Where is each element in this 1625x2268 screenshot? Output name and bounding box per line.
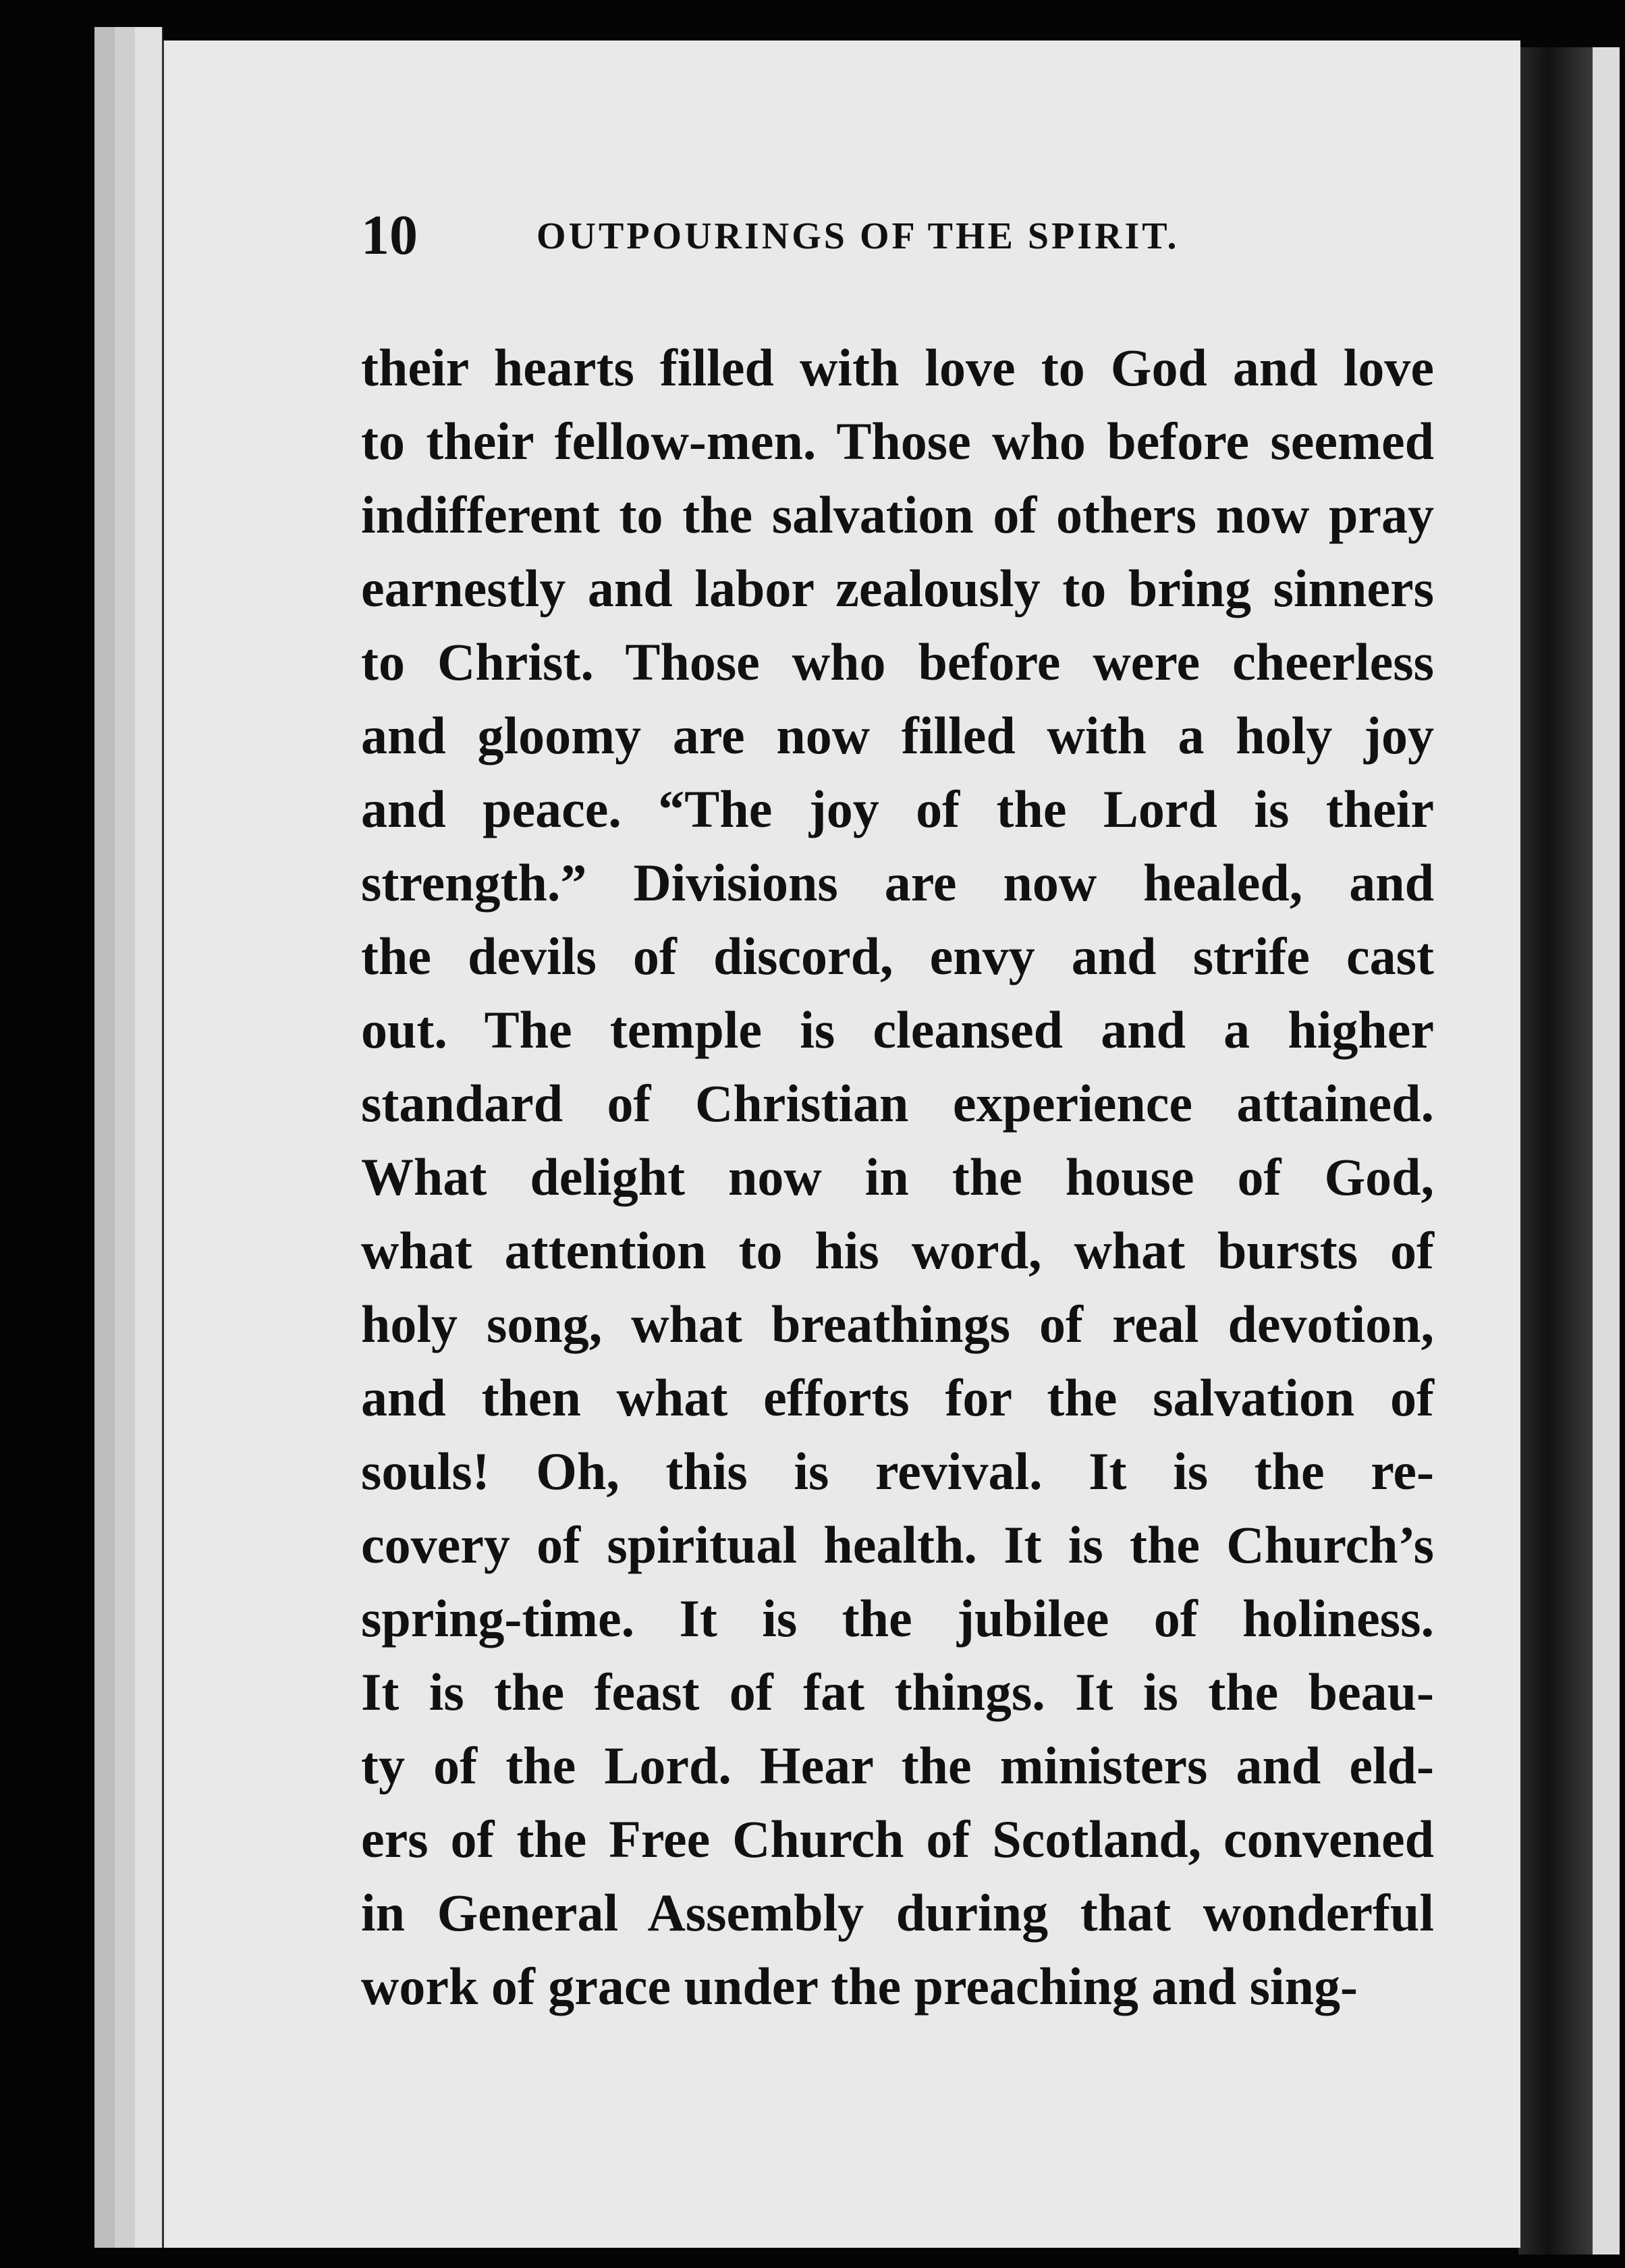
body-text [361,331,1434,2023]
text-line: and then what efforts for the salvation of [361,1368,1434,1427]
text-line: spring-time. It is the jubilee of holiness. [361,1589,1434,1648]
text-line: strength.” Divisions are now healed, and [361,853,1434,912]
text-line: indifferent to the salvation of others now pray [361,485,1434,544]
page-edge [135,27,163,2248]
facing-page-edge [1593,47,1620,2254]
text-line: work of grace under the preaching and sing- [361,1957,1358,2016]
binding-shadow [1518,47,1593,2254]
text-line: to their fellow-men. Those who before seemed [361,412,1434,470]
text-line: to Christ. Those who before were cheerless [361,632,1434,691]
page-edge [94,27,116,2248]
page-edge [115,27,136,2248]
text-line: holy song, what breathings of real devotion, [361,1295,1434,1353]
page-number: 10 [361,204,418,267]
text-line: earnestly and labor zealously to bring sinners [361,559,1434,618]
text-line: It is the feast of fat things. It is the beau- [361,1663,1434,1721]
text-line: what attention to his word, what bursts of [361,1221,1434,1280]
text-line: covery of spiritual health. It is the Church’s [361,1515,1434,1574]
text-line: What delight now in the house of God, [361,1148,1434,1206]
text-line: the devils of discord, envy and strife cast [361,927,1434,986]
text-line: in General Assembly during that wonderful [361,1883,1434,1942]
text-line: out. The temple is cleansed and a higher [361,1000,1434,1059]
text-line: and peace. “The joy of the Lord is their [361,780,1434,838]
text-line: and gloomy are now filled with a holy joy [361,706,1434,765]
text-line: ty of the Lord. Hear the ministers and eld- [361,1736,1434,1795]
running-head: OUTPOURINGS OF THE SPIRIT. [536,215,1180,257]
text-line: souls! Oh, this is revival. It is the re- [361,1442,1434,1501]
text-line: their hearts filled with love to God and love [361,338,1434,397]
text-line: standard of Christian experience attained. [361,1074,1434,1133]
text-line: ers of the Free Church of Scotland, convened [361,1810,1434,1868]
page-header [361,202,1434,284]
